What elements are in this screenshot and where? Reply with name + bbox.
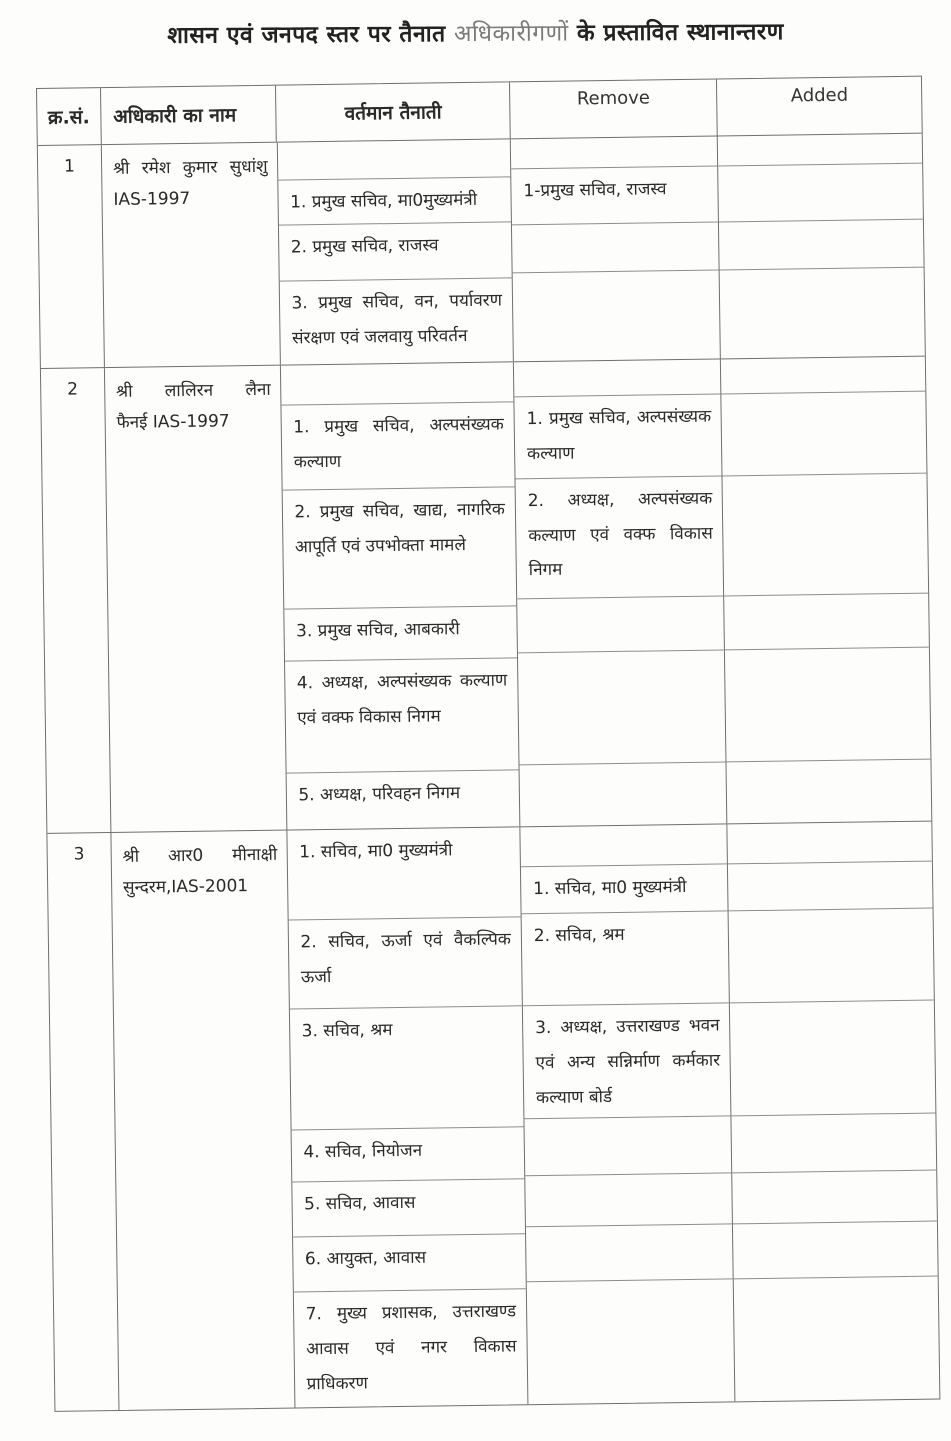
current-posting-cell: 2. प्रमुख सचिव, खाद्य, नागरिक आपूर्ति एवं उपभोक्ता मामले: [282, 487, 516, 610]
officer-row: [47, 822, 939, 1411]
page-title: [0, 13, 951, 51]
current-posting-column: [277, 139, 514, 364]
current-posting-cell: 5. सचिव, आवास: [292, 1179, 525, 1237]
added-cell: [733, 1222, 937, 1280]
added-cell: [733, 1171, 937, 1225]
remove-cell: [517, 596, 724, 654]
officer-name-line: सुन्दरम,IAS-2001: [122, 876, 249, 899]
added-cell: [721, 357, 925, 395]
remove-column: [520, 824, 736, 1404]
remove-cell: [519, 763, 726, 827]
added-cell: [719, 219, 923, 271]
officer-name-line: IAS-1997: [113, 189, 191, 211]
added-cell: [719, 164, 923, 223]
current-posting-cell: 6. आयुक्त, आवास: [293, 1234, 526, 1292]
added-cell: [734, 1277, 939, 1402]
remove-column: [511, 136, 722, 361]
serial-cell: 3: [47, 833, 119, 1411]
added-cell: [728, 822, 932, 865]
added-cell: [720, 268, 925, 358]
added-cell: [732, 1114, 936, 1174]
officer-row: [38, 134, 925, 369]
remove-column: [514, 359, 728, 826]
added-cell: [723, 473, 928, 596]
current-posting-cell: [277, 139, 510, 180]
transfer-table: [36, 76, 940, 1412]
current-posting-cell: 5. अध्यक्ष, परिवहन निगम: [298, 783, 461, 806]
added-cell: [725, 593, 929, 651]
header-cell-officer-name: अधिकारी का नाम: [101, 86, 277, 144]
added-cell: [727, 760, 931, 824]
remove-cell: [514, 359, 721, 397]
remove-cell: 1-प्रमुख सचिव, राजस्व: [511, 166, 718, 225]
remove-cell: 1. सचिव, मा0 मुख्यमंत्री: [521, 864, 728, 914]
remove-cell: [524, 1116, 731, 1176]
header-cell-remove: Remove: [510, 79, 718, 138]
header-cell-current-posting: वर्तमान तैनाती: [276, 82, 510, 141]
officer-name-cell: [102, 143, 281, 367]
remove-cell: 2. अध्यक्ष, अल्पसंख्यक कल्याण एवं वक्फ विकास निगम: [515, 476, 723, 599]
remove-cell: [525, 1173, 732, 1227]
table-body: [38, 134, 940, 1411]
current-posting-cell: 3. प्रमुख सचिव, वन, पर्यावरण संरक्षण एवं जलवायु परिवर्तन: [291, 290, 503, 349]
added-column: [718, 134, 925, 359]
added-column: [721, 357, 931, 824]
current-posting-cell: 1. सचिव, मा0 मुख्यमंत्री: [287, 827, 521, 920]
remove-cell: 1. प्रमुख सचिव, अल्पसंख्यक कल्याण: [514, 394, 722, 479]
current-posting-cell: 2. सचिव, ऊर्जा एवं वैकल्पिक ऊर्जा: [288, 917, 522, 1009]
page-title-prefix: शासन एवं जनपद स्तर पर तैनात: [167, 21, 446, 49]
current-posting-column: [280, 362, 520, 829]
remove-cell: [513, 271, 721, 361]
current-posting-cell: 1. प्रमुख सचिव, मा0मुख्यमंत्री: [278, 177, 511, 225]
remove-cell: [527, 1279, 735, 1404]
page-title-highlight: अधिकारीगणों: [453, 20, 569, 48]
officer-name-line: फैनई IAS-1997: [116, 411, 230, 434]
serial-cell: 2: [41, 368, 111, 833]
remove-cell: [526, 1224, 733, 1282]
current-posting-column: [287, 827, 528, 1407]
remove-cell: [511, 136, 718, 169]
added-cell: [725, 648, 930, 763]
added-cell: [722, 392, 927, 477]
header-cell-added: Added: [790, 84, 849, 107]
current-posting-cell: 3. सचिव, श्रम: [289, 1006, 523, 1130]
current-posting-cell: 4. अध्यक्ष, अल्पसंख्यक कल्याण एवं वक्फ विकास निगम: [285, 659, 519, 774]
current-posting-cell: 3. प्रमुख सचिव, आबकारी: [284, 607, 517, 662]
officer-name-cell: [105, 366, 287, 832]
officer-name-line: श्री लालिरन लैना: [115, 379, 271, 402]
added-column: [728, 822, 940, 1402]
remove-cell: 3. अध्यक्ष, उत्तराखण्ड भवन एवं अन्य सन्निर्माण कर्मकार कल्याण बोर्ड: [523, 1003, 731, 1119]
header-cell-serial: क्र.सं.: [37, 88, 102, 145]
added-cell: [730, 1001, 935, 1117]
remove-cell: [512, 222, 719, 274]
officer-row: [41, 357, 931, 834]
serial-cell: 1: [38, 145, 105, 368]
current-posting-cell: 1. प्रमुख सचिव, अल्पसंख्यक कल्याण: [281, 402, 515, 490]
current-posting-cell: [280, 362, 513, 405]
officer-name-line: श्री आर0 मीनाक्षी: [122, 844, 278, 867]
remove-cell: 2. सचिव, श्रम: [522, 911, 730, 1006]
current-posting-cell: 2. प्रमुख सचिव, राजस्व: [278, 222, 511, 282]
officer-name-cell: [111, 831, 295, 1410]
remove-cell: [520, 824, 727, 867]
remove-cell: [518, 651, 726, 766]
page-title-suffix: के प्रस्तावित स्थानान्तरण: [576, 19, 784, 47]
added-cell: [729, 909, 934, 1004]
added-cell: [718, 134, 922, 167]
current-posting-cell: 7. मुख्य प्रशासक, उत्तराखण्ड आवास एवं नगर विकास प्राधिकरण: [305, 1301, 517, 1395]
officer-name-line: श्री रमेश कुमार सुधांशु: [112, 156, 268, 179]
added-cell: [728, 862, 932, 912]
current-posting-cell: 4. सचिव, नियोजन: [291, 1127, 524, 1182]
